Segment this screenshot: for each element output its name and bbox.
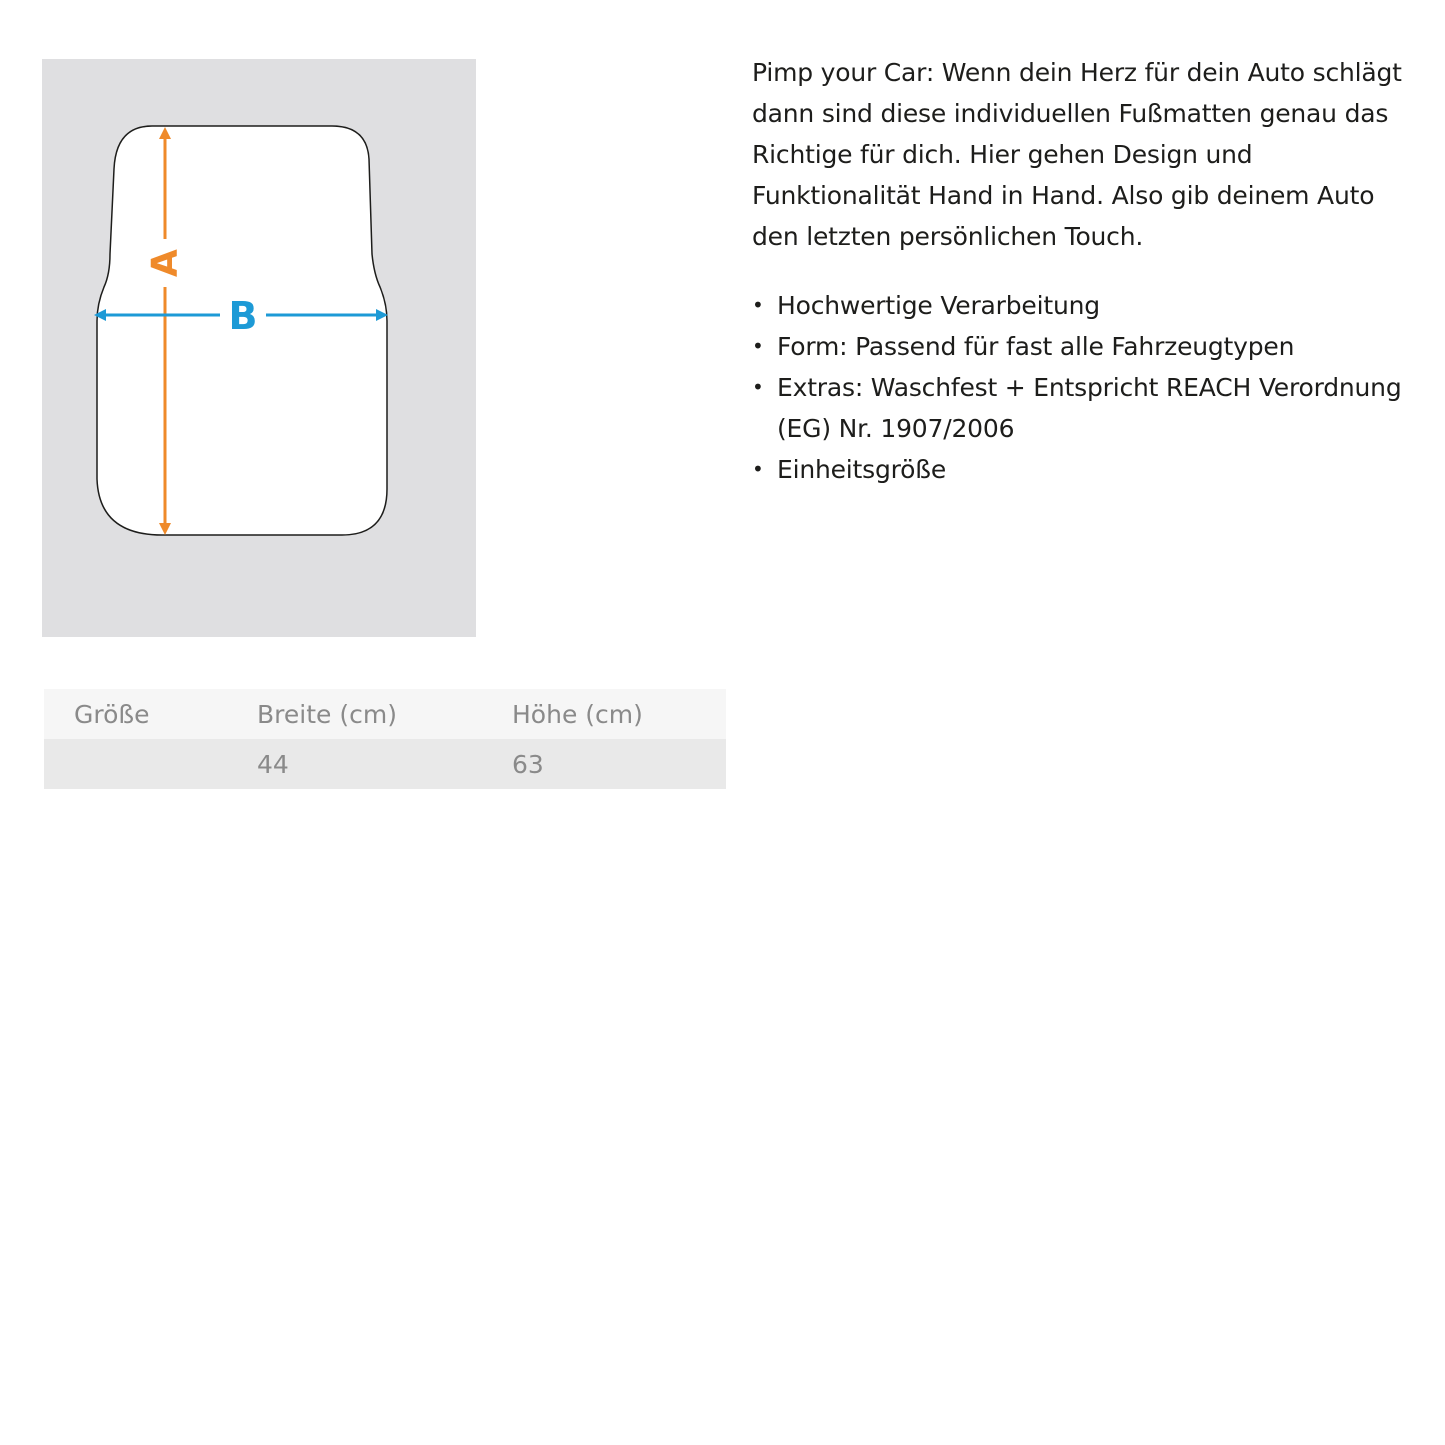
table-row (44, 739, 726, 789)
bullet-glyph: • (752, 334, 764, 358)
bullet-glyph: • (752, 457, 764, 481)
feature-item (752, 449, 1402, 490)
size-table (44, 689, 726, 789)
feature-text: Form: Passend für fast alle Fahrzeugtypen (777, 332, 1295, 361)
feature-text: Extras: Waschfest + Entspricht REACH Verordnung (EG) Nr. 1907/2006 (777, 373, 1402, 443)
feature-text: Hochwertige Verarbeitung (777, 291, 1100, 320)
floor-mat-diagram (42, 59, 476, 637)
header-size: Größe (74, 699, 150, 729)
header-width: Breite (cm) (257, 699, 397, 729)
product-description: Pimp your Car: Wenn dein Herz für dein Auto schlägt dann sind diese individuellen Fußmatten genau das Richtige für dich. Hier gehen Design und Funktionalität Hand in Hand. Also gib deinem Auto den letzten persönlichen Touch. (752, 58, 1402, 251)
feature-list (752, 285, 1402, 490)
cell-width: 44 (257, 749, 289, 779)
bullet-glyph: • (752, 375, 764, 399)
width-label: B (228, 294, 258, 338)
bullet-glyph: • (752, 293, 764, 317)
cell-height: 63 (512, 749, 544, 779)
table-header-row (44, 689, 726, 739)
feature-text: Einheitsgröße (777, 455, 947, 484)
feature-item (752, 285, 1402, 326)
height-label: A (144, 249, 186, 277)
cell-size (44, 739, 257, 789)
feature-item (752, 367, 1402, 449)
feature-item (752, 326, 1402, 367)
header-height: Höhe (cm) (512, 699, 643, 729)
floor-mat-svg (42, 59, 476, 637)
